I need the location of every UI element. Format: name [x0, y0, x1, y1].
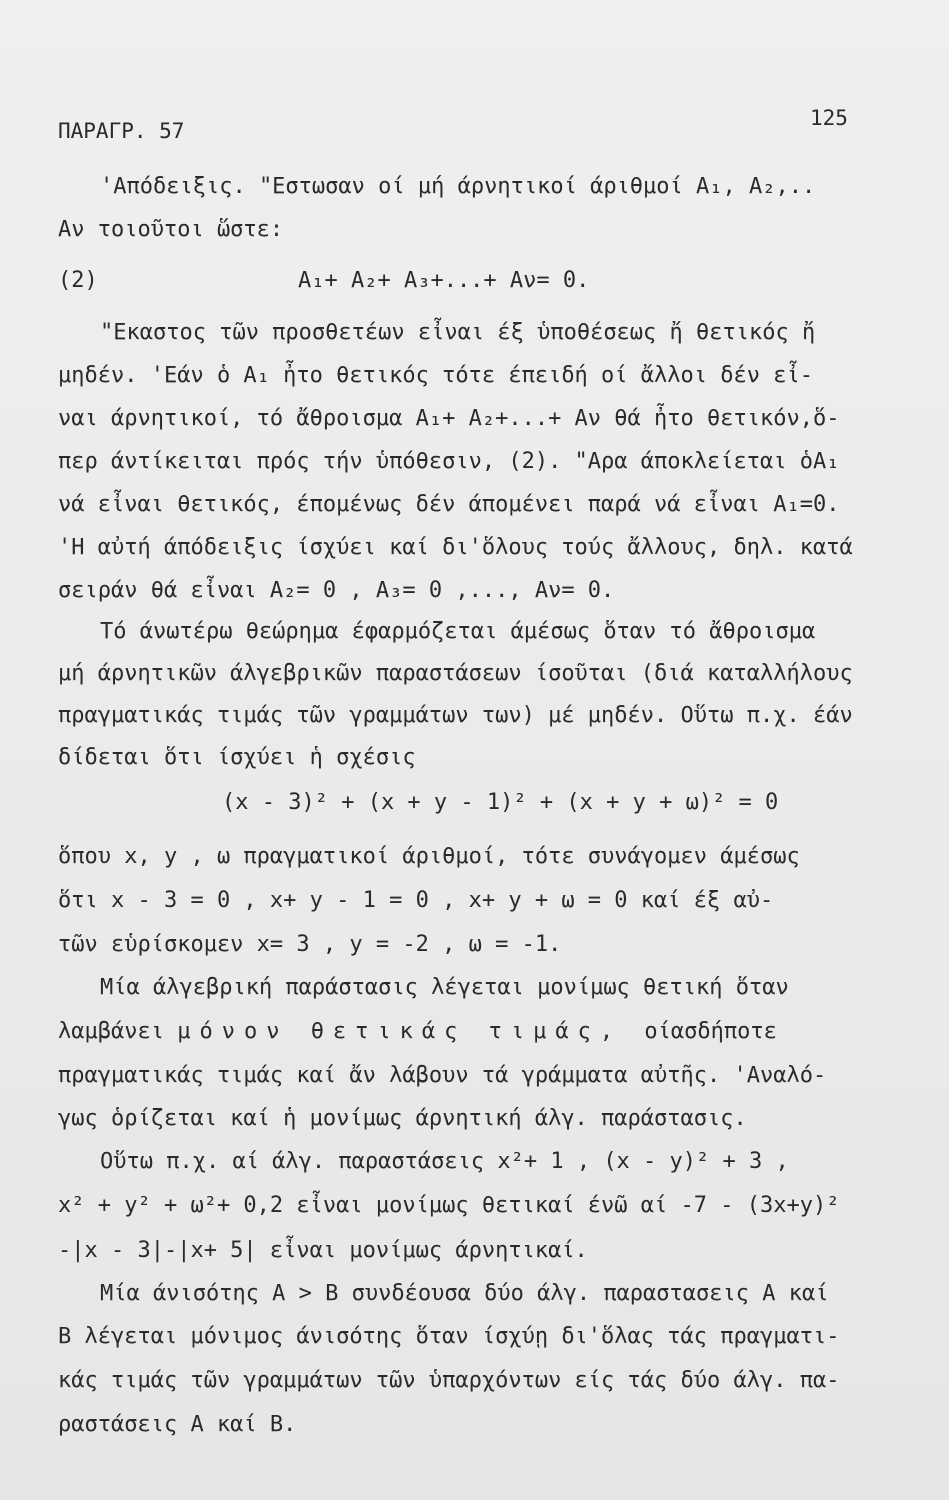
text-fragment: λαμβάνει [58, 1019, 178, 1044]
text-line: ὅτι x - 3 = 0 , x+ y - 1 = 0 , x+ y + ω = 0 καί έξ αὐ- [58, 888, 774, 913]
equation: (x - 3)² + (x + y - 1)² + (x + y + ω)² = 0 [222, 790, 779, 815]
text-line: Μία άλγεβρική παράστασις λέγεται μονίμως θετική ὅταν [100, 975, 789, 1000]
spaced-emphasis: μόνον θετικάς τιμάς, [177, 1019, 645, 1044]
text-line: ραστάσεις Α καί Β. [58, 1412, 297, 1437]
text-line: μή άρνητικῶν άλγεβρικῶν παραστάσεων ίσοῦται (διά καταλλήλους [58, 661, 853, 686]
text-line [58, 1019, 777, 1045]
text-line: περ άντίκειται πρός τήν ὑπόθεσιν, (2). "Αρα άποκλείεται ὁΑ₁ [58, 449, 840, 474]
text-line: ναι άρνητικοί, τό ἄθροισμα Α₁+ Α₂+...+ Αν θά ἦτο θετικόν,ὅ- [58, 406, 840, 431]
text-line: Β λέγεται μόνιμος άνισότης ὅταν ίσχύῃ δι'ὅλας τάς πραγματι- [58, 1324, 840, 1349]
text-line: x² + y² + ω²+ 0,2 εἶναι μονίμως θετικαί ένῶ αί -7 - (3x+y)² [58, 1193, 840, 1218]
text-line: γως ὁρίζεται καί ἡ μονίμως άρνητική άλγ. παράστασις. [58, 1106, 747, 1131]
section-header: ΠΑΡΑΓΡ. 57 [58, 119, 185, 143]
text-line: δίδεται ὅτι ίσχύει ἡ σχέσις [58, 745, 416, 770]
text-line: Μία άνισότης Α > Β συνδέουσα δύο άλγ. παραστασεις Α καί [100, 1281, 829, 1306]
text-line: 'Η αὐτή άπόδειξις ίσχύει καί δι'ὅλους τούς ἄλλους, δηλ. κατά [58, 535, 853, 560]
text-line: -|x - 3|-|x+ 5| εἶναι μονίμως άρνητικαί. [58, 1238, 588, 1263]
text-line: πραγματικάς τιμάς καί ἄν λάβουν τά γράμματα αὐτῆς. 'Αναλό- [58, 1063, 827, 1088]
text-line: 'Απόδειξις. "Εστωσαν οί μή άρνητικοί άριθμοί Α₁, Α₂,.. [100, 174, 816, 199]
text-line: "Εκαστος τῶν προσθετέων εἶναι έξ ὑποθέσεως ἤ θετικός ἤ [100, 320, 816, 345]
text-line: κάς τιμάς τῶν γραμμάτων τῶν ὑπαρχόντων είς τάς δύο άλγ. πα- [58, 1368, 840, 1393]
text-line: σειράν θά εἶναι Α₂= 0 , Α₃= 0 ,..., Αν= 0. [58, 578, 615, 603]
equation-number: (2) [58, 268, 98, 293]
page-number: 125 [810, 106, 848, 130]
text-line: Οὕτω π.χ. αί άλγ. παραστάσεις x²+ 1 , (x - y)² + 3 , [100, 1149, 789, 1174]
text-line: ὅπου x, y , ω πραγματικοί άριθμοί, τότε συνάγομεν άμέσως [58, 844, 800, 869]
equation: Α₁+ Α₂+ Α₃+...+ Αν= 0. [298, 268, 590, 293]
text-line: μηδέν. 'Εάν ὁ Α₁ ἦτο θετικός τότε έπειδή οί ἄλλοι δέν εἶ- [58, 363, 813, 388]
text-line: νά εἶναι θετικός, έπομένως δέν άπομένει παρά νά εἶναι Α₁=0. [58, 492, 840, 517]
text-line: Τό άνωτέρω θεώρημα έφαρμόζεται άμέσως ὅταν τό ἄθροισμα [100, 619, 816, 644]
text-line: τῶν εὑρίσκομεν x= 3 , y = -2 , ω = -1. [58, 932, 562, 957]
text-line: πραγματικάς τιμάς τῶν γραμμάτων των) μέ μηδέν. Οὕτω π.χ. έάν [58, 703, 853, 728]
text-fragment: οίασδήποτε [644, 1019, 777, 1044]
text-line: Αν τοιοῦτοι ὥστε: [58, 217, 284, 242]
